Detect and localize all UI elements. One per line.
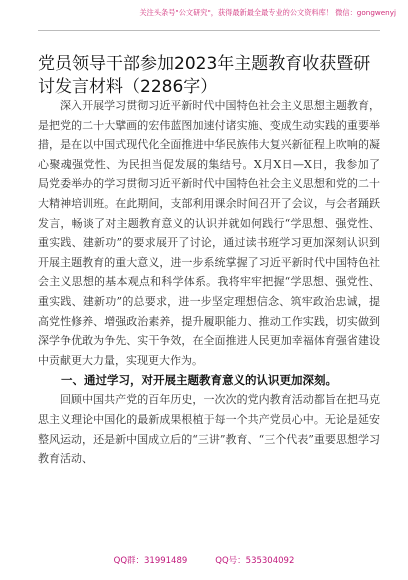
header-divider — [38, 30, 380, 31]
document-title: 党员领导干部参加2023年主题教育收获暨研讨发言材料（2286字） — [38, 54, 371, 98]
document-body — [38, 96, 380, 469]
body-paragraph: 深入开展学习贯彻习近平新时代中国特色社会主义思想主题教育，是把党的二十大擘画的宏伟蓝图加速付诸实施、变成生动实践的重要举措，是在以中国式现代化全面推进中华民族伟大复兴新征程上吹响的凝心聚魂强党性、为民担当促发展的集结号。X月X日—X日，我参加了局党委举办的学习贯彻习近平新时代中国特色社会主义思想和党的二十大精神培训班。在此期间，支部利用课余时间召开了会议，与会者踊跃发言，畅谈了对主题教育意义的认识并就如何践行“学思想、强党性、重实践、建新功”的要求展开了讨论，通过读书班学习更加深刻认识到开展主题教育的重大意义，进一步系统掌握了习近平新时代中国特色社会主义思想的基本观点和科学体系。我将牢牢把握“学思想、强党性、重实践、建新功”的总要求，进一步坚定理想信念、筑牢政治忠诚，提高党性修养、增强政治素养，提升履职能力、推动工作实践，切实做到深学争优敢为争先、实干争效，在全面推进人民更加幸福体育强省建设中贡献更大力量，实现更大作为。 — [38, 99, 380, 367]
body-paragraph: 回顾中国共产党的百年历史，一次次的党内教育活动都旨在把马克思主义理论中国化的最新成果根植于每一个共产党员心中。无论是延安整风运动，还是新中国成立后的“三讲”教育、“三个代表”重要思想学习教育活动、 — [38, 393, 380, 466]
footer — [0, 554, 408, 570]
header-bar — [0, 0, 408, 26]
footer-qq-number: QQ号：535304092 — [215, 556, 295, 566]
header-promo-text: 关注头条号"公文研究"，获得最新最全最专业的公文资料库！ 微信：gongwenyj — [139, 8, 396, 17]
section-heading: 一、通过学习，对开展主题教育意义的认识更加深刻。 — [61, 373, 337, 388]
footer-qq-group: QQ群：31991489 — [113, 556, 188, 566]
